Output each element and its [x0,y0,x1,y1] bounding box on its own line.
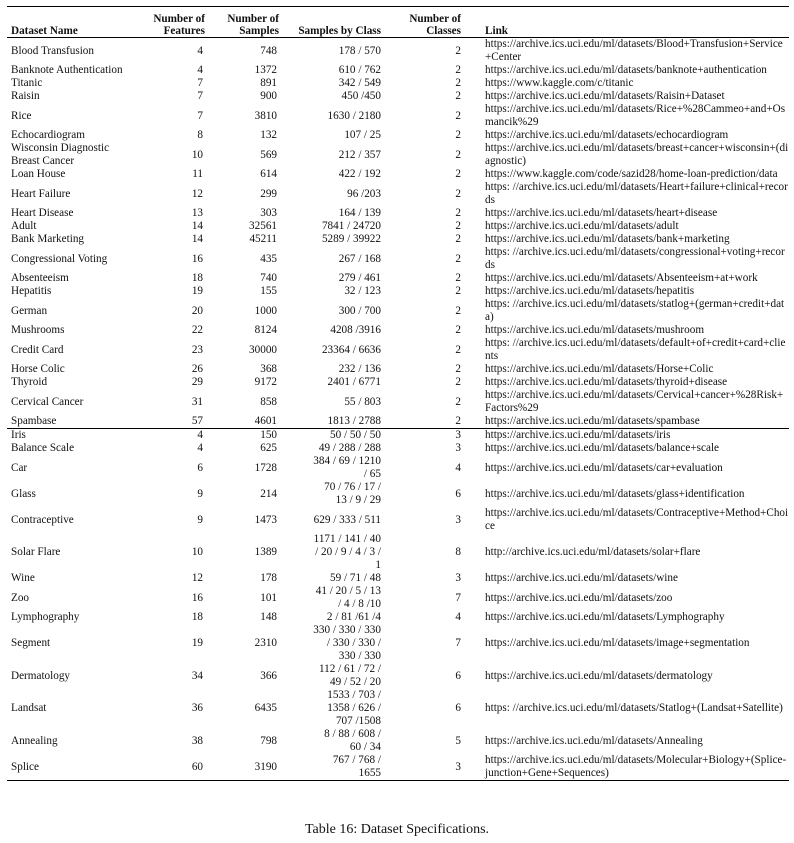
cell-dataset-name: Glass [11,487,36,500]
dataset-spec-table-container [7,6,789,781]
cell-samples-by-class: 212 / 357 [338,148,381,161]
cell-num-samples: 1728 [254,461,277,474]
cell-num-features: 10 [191,148,203,161]
cell-link[interactable]: https://archive.ics.uci.edu/ml/datasets/Cervical+cancer+%28Risk+Factors%29 [485,389,784,414]
cell-num-classes: 2 [455,415,461,427]
cell-link[interactable]: https://archive.ics.uci.edu/ml/datasets/thyroid+disease [485,376,728,388]
cell-num-features: 23 [191,343,203,356]
cell-num-classes: 2 [455,64,461,76]
cell-num-classes: 3 [397,429,473,443]
cell-link[interactable]: https://archive.ics.uci.edu/ml/datasets/adult [485,220,679,232]
table-row [7,129,789,142]
cell-samples-by-class: 50 / 50 / 50 [281,429,397,443]
cell-samples-by-class: 300 / 700 [338,304,381,317]
cell-samples-by-class: 96 /203 [347,187,381,200]
cell-num-features: 11 [192,168,203,180]
cell-num-samples: 798 [260,734,277,747]
cell-num-features: 12 [191,572,203,584]
cell-link[interactable]: https://archive.ics.uci.edu/ml/datasets/zoo [485,591,673,604]
cell-link[interactable]: https://archive.ics.uci.edu/ml/datasets/image+segmentation [485,637,750,649]
cell-dataset-name: Contraceptive [11,513,74,526]
cell-dataset-name: Loan House [11,168,66,180]
cell-link[interactable]: https://archive.ics.uci.edu/ml/datasets/bank+marketing [485,233,730,245]
cell-num-features: 36 [191,702,203,714]
cell-num-classes: 2 [455,44,461,57]
cell-num-classes: 6 [455,669,461,682]
cell-num-samples: 368 [260,363,277,375]
cell-num-features: 14 [191,220,203,232]
cell-link[interactable]: https://archive.ics.uci.edu/ml/datasets/dermatology [485,669,713,682]
cell-num-classes: 2 [455,363,461,375]
cell-num-classes: 2 [455,285,461,297]
cell-link[interactable]: https: //archive.ics.uci.edu/ml/datasets/statlog+(german+credit+data) [485,298,785,323]
cell-num-classes: 2 [455,77,461,89]
table-row [7,168,789,181]
cell-num-classes: 2 [455,90,461,102]
cell-dataset-name: Landsat [11,702,47,714]
cell-link[interactable]: https://archive.ics.uci.edu/ml/datasets/Molecular+Biology+(Splice-junction+Gene+Sequences) [473,754,789,781]
table-row [7,624,789,663]
table-row [7,324,789,337]
cell-num-classes: 2 [455,324,461,336]
cell-num-samples: 45211 [249,233,277,245]
cell-num-samples: 900 [260,90,277,102]
cell-link[interactable]: https://archive.ics.uci.edu/ml/datasets/Contraceptive+Method+Choice [485,507,789,532]
cell-num-samples: 101 [260,591,277,604]
dataset-spec-table [7,6,789,781]
cell-num-samples: 1473 [254,513,277,526]
cell-samples-by-class: 767 / 768 / 1655 [281,754,397,781]
cell-link[interactable]: https: //archive.ics.uci.edu/ml/datasets/Statlog+(Landsat+Satellite) [485,702,783,714]
cell-dataset-name: Balance Scale [11,442,75,454]
cell-num-classes: 7 [455,637,461,649]
cell-samples-by-class: 4208 /3916 [330,324,381,336]
cell-samples-by-class: 610 / 762 [338,64,381,76]
cell-num-features: 16 [191,252,203,265]
cell-num-samples: 858 [260,395,277,408]
table-row [7,220,789,233]
cell-dataset-name: Congressional Voting [11,252,108,265]
cell-dataset-name: Dermatology [11,669,71,682]
cell-num-classes: 2 [455,129,461,141]
cell-link[interactable]: https://archive.ics.uci.edu/ml/datasets/iris [473,429,789,443]
header-num-samples: Number of Samples [227,13,279,37]
cell-samples-by-class: 422 / 192 [338,168,381,180]
table-row [7,38,789,65]
cell-samples-by-class: 49 / 288 / 288 [318,442,381,454]
header-num-features: Number of Features [153,13,205,37]
cell-num-classes: 2 [455,207,461,219]
cell-num-classes: 7 [455,591,461,604]
cell-num-features: 10 [191,546,203,558]
cell-link[interactable]: https://www.kaggle.com/code/sazid28/home-loan-prediction/data [485,168,778,180]
cell-samples-by-class: 107 / 25 [344,129,381,141]
cell-num-features: 26 [191,363,203,375]
cell-num-features: 4 [197,44,203,57]
cell-samples-by-class: 629 / 333 / 511 [313,513,381,526]
cell-dataset-name: Adult [11,220,37,232]
cell-link[interactable]: https: //archive.ics.uci.edu/ml/datasets/default+of+credit+card+clients [485,337,786,362]
cell-dataset-name: Hepatitis [11,285,52,297]
cell-num-features: 60 [129,754,207,781]
cell-link[interactable]: https://archive.ics.uci.edu/ml/datasets/balance+scale [485,442,720,454]
cell-num-features: 20 [191,304,203,317]
cell-link[interactable]: https://archive.ics.uci.edu/ml/datasets/Annealing [485,734,703,747]
table-row [7,415,789,429]
cell-samples-by-class: 8 / 88 / 608 / 60 / 34 [324,728,381,753]
cell-samples-by-class: 2 / 81 /61 /4 [326,611,381,623]
cell-num-classes: 2 [455,109,461,122]
table-row [7,298,789,324]
cell-num-samples: 625 [260,442,277,454]
cell-num-classes: 2 [455,272,461,284]
cell-num-samples: 9172 [254,376,277,388]
cell-num-samples: 6435 [254,702,277,714]
cell-num-samples: 155 [260,285,277,297]
table-row [7,363,789,376]
cell-num-features: 34 [191,669,203,682]
cell-num-features: 38 [191,734,203,747]
cell-num-features: 22 [191,324,203,336]
table-row [7,585,789,611]
cell-link[interactable]: https://archive.ics.uci.edu/ml/datasets/Lymphography [485,611,725,623]
cell-num-features: 31 [191,395,203,408]
cell-num-classes: 4 [455,611,461,623]
cell-num-samples: 132 [260,129,277,141]
cell-samples-by-class: 267 / 168 [338,252,381,265]
cell-link[interactable]: https://archive.ics.uci.edu/ml/datasets/Rice+%28Cammeo+and+Osmancik%29 [485,103,786,128]
table-row [7,611,789,624]
cell-num-features: 57 [191,415,203,427]
cell-dataset-name: Horse Colic [11,363,65,375]
cell-dataset-name: Blood Transfusion [11,44,94,57]
cell-dataset-name: Mushrooms [11,324,65,336]
cell-num-features: 4 [197,64,203,76]
cell-samples-by-class: 1630 / 2180 [327,109,381,122]
table-row [7,442,789,455]
table-row [7,754,789,781]
cell-dataset-name: Echocardiogram [11,129,85,141]
cell-num-features: 9 [197,487,203,500]
cell-link[interactable]: https://archive.ics.uci.edu/ml/datasets/Raisin+Dataset [485,90,725,102]
cell-num-features: 18 [191,272,203,284]
cell-samples-by-class: 23364 / 6636 [321,343,381,356]
cell-link[interactable]: https://www.kaggle.com/c/titanic [485,77,634,89]
cell-samples-by-class: 59 / 71 / 48 [330,572,381,584]
cell-num-features: 9 [197,513,203,526]
cell-dataset-name: Solar Flare [11,546,61,558]
cell-num-features: 7 [197,109,203,122]
cell-samples-by-class: 1533 / 703 / 1358 / 626 / 707 /1508 [327,689,381,727]
cell-num-classes: 2 [455,233,461,245]
cell-dataset-name: Spambase [11,415,57,427]
cell-samples-by-class: 384 / 69 / 1210 / 65 [313,455,381,480]
cell-num-features: 4 [197,442,203,454]
cell-dataset-name: Titanic [11,77,43,89]
cell-num-samples: 435 [260,252,277,265]
table-row [7,103,789,129]
cell-samples-by-class: 450 /450 [341,90,381,102]
table-row [7,429,789,443]
cell-link[interactable]: http://archive.ics.uci.edu/ml/datasets/solar+flare [485,546,701,558]
cell-dataset-name: Absenteeism [11,272,69,284]
cell-num-features: 8 [197,129,203,141]
cell-num-classes: 2 [455,376,461,388]
cell-dataset-name: Car [11,461,28,474]
cell-link[interactable]: https://archive.ics.uci.edu/ml/datasets/Blood+Transfusion+Service+Center [485,38,783,63]
cell-dataset-name: Wine [11,572,35,584]
cell-num-samples: 299 [260,187,277,200]
table-row [7,389,789,415]
cell-dataset-name: Rice [11,109,32,122]
cell-num-features: 6 [197,461,203,474]
cell-num-samples: 748 [260,44,277,57]
table-row [7,689,789,728]
cell-num-samples: 214 [260,487,277,500]
cell-num-features: 7 [197,90,203,102]
cell-num-features: 12 [191,187,203,200]
cell-samples-by-class: 279 / 461 [338,272,381,284]
cell-samples-by-class: 5289 / 39922 [321,233,381,245]
cell-samples-by-class: 112 / 61 / 72 / 49 / 52 / 20 [318,663,381,688]
table-caption: Table 16: Dataset Specifications. [304,822,490,837]
table-header-row [7,7,789,38]
cell-dataset-name: Wisconsin Diagnostic Breast Cancer [11,142,110,167]
cell-num-classes: 3 [455,442,461,454]
cell-num-features: 18 [191,611,203,623]
cell-num-classes: 6 [455,487,461,500]
table-row [7,77,789,90]
cell-link[interactable]: https://archive.ics.uci.edu/ml/datasets/spambase [485,415,700,427]
table-row [7,455,789,481]
cell-dataset-name: Raisin [11,90,40,102]
table-row [7,507,789,533]
cell-num-classes: 2 [455,220,461,232]
cell-link[interactable]: https://archive.ics.uci.edu/ml/datasets/banknote+authentication [485,64,767,76]
cell-dataset-name: Thyroid [11,376,48,388]
cell-samples-by-class: 1171 / 141 / 40 / 20 / 9 / 4 / 3 / 1 [313,533,381,571]
cell-num-classes: 8 [455,546,461,558]
cell-num-classes: 2 [455,187,461,200]
cell-link[interactable]: https://archive.ics.uci.edu/ml/datasets/breast+cancer+wisconsin+(diagnostic) [485,142,789,167]
cell-samples-by-class: 32 / 123 [344,285,381,297]
cell-samples-by-class: 342 / 549 [338,77,381,89]
cell-link[interactable]: https://archive.ics.uci.edu/ml/datasets/hepatitis [485,285,695,297]
cell-dataset-name: Iris [7,429,129,443]
table-row [7,246,789,272]
cell-num-samples: 740 [260,272,277,284]
cell-link[interactable]: https://archive.ics.uci.edu/ml/datasets/heart+disease [485,207,718,219]
cell-dataset-name: Banknote Authentication [11,64,123,76]
header-link: Link [485,25,509,37]
table-row [7,181,789,207]
cell-num-features: 19 [191,285,203,297]
header-samples-by-class: Samples by Class [298,25,381,37]
cell-link[interactable]: https://archive.ics.uci.edu/ml/datasets/Absenteeism+at+work [485,272,758,284]
table-row [7,481,789,507]
cell-num-samples: 150 [207,429,281,443]
cell-num-samples: 569 [260,148,277,161]
cell-dataset-name: Splice [7,754,129,781]
table-row [7,728,789,754]
cell-link[interactable]: https://archive.ics.uci.edu/ml/datasets/glass+identification [485,487,745,500]
cell-samples-by-class: 164 / 139 [338,207,381,219]
cell-num-samples: 32561 [249,220,277,232]
cell-num-samples: 3190 [207,754,281,781]
cell-samples-by-class: 2401 / 6771 [327,376,381,388]
table-row [7,207,789,220]
cell-samples-by-class: 330 / 330 / 330 / 330 / 330 / 330 / 330 [313,624,381,662]
cell-link[interactable]: https: //archive.ics.uci.edu/ml/datasets/Heart+failure+clinical+records [485,181,788,206]
cell-link[interactable]: https://archive.ics.uci.edu/ml/datasets/car+evaluation [485,461,723,474]
cell-samples-by-class: 178 / 570 [338,44,381,57]
cell-dataset-name: German [11,304,48,317]
cell-num-samples: 178 [260,572,277,584]
cell-num-samples: 3810 [254,109,277,122]
cell-num-classes: 3 [455,572,461,584]
cell-dataset-name: Lymphography [11,611,80,623]
table-row [7,376,789,389]
cell-num-classes: 2 [455,252,461,265]
table-row [7,272,789,285]
cell-num-features: 4 [129,429,207,443]
cell-num-samples: 1000 [254,304,277,317]
cell-num-classes: 2 [455,168,461,180]
table-row [7,663,789,689]
cell-num-samples: 366 [260,669,277,682]
cell-dataset-name: Zoo [11,591,30,604]
cell-num-classes: 6 [455,702,461,714]
table-row [7,142,789,168]
cell-num-samples: 148 [260,611,277,623]
table-row [7,64,789,77]
cell-num-classes: 3 [455,513,461,526]
cell-num-samples: 303 [260,207,277,219]
cell-dataset-name: Credit Card [11,343,64,356]
cell-num-samples: 891 [260,77,277,89]
cell-num-features: 16 [191,591,203,604]
cell-num-classes: 2 [455,343,461,356]
cell-samples-by-class: 7841 / 24720 [321,220,381,232]
cell-link[interactable]: https://archive.ics.uci.edu/ml/datasets/Horse+Colic [485,363,714,375]
cell-dataset-name: Segment [11,637,51,649]
cell-samples-by-class: 55 / 803 [344,395,381,408]
cell-num-classes: 2 [455,304,461,317]
cell-num-features: 19 [191,637,203,649]
cell-num-samples: 8124 [254,324,277,336]
header-dataset-name: Dataset Name [11,25,78,37]
table-row [7,285,789,298]
cell-num-samples: 4601 [254,415,277,427]
cell-dataset-name: Annealing [11,734,58,747]
table-row [7,533,789,572]
cell-num-classes: 2 [455,395,461,408]
cell-dataset-name: Heart Disease [11,207,74,219]
table-body [7,38,789,781]
cell-num-samples: 2310 [254,637,277,649]
cell-num-samples: 30000 [249,343,277,356]
cell-num-classes: 2 [455,148,461,161]
cell-dataset-name: Bank Marketing [11,233,85,245]
table-row [7,572,789,585]
header-num-classes: Number of Classes [409,13,461,37]
cell-samples-by-class: 232 / 136 [338,363,381,375]
cell-num-samples: 1389 [254,546,277,558]
table-row [7,337,789,363]
cell-num-classes: 5 [455,734,461,747]
cell-link[interactable]: https://archive.ics.uci.edu/ml/datasets/echocardiogram [485,129,729,141]
cell-num-classes: 4 [455,461,461,474]
cell-num-features: 13 [191,207,203,219]
cell-samples-by-class: 70 / 76 / 17 / 13 / 9 / 29 [324,481,381,506]
cell-link[interactable]: https: //archive.ics.uci.edu/ml/datasets/congressional+voting+records [485,246,785,271]
cell-dataset-name: Heart Failure [11,187,71,200]
cell-samples-by-class: 1813 / 2788 [327,415,381,427]
cell-samples-by-class: 41 / 20 / 5 / 13 / 4 / 8 /10 [315,585,381,610]
cell-link[interactable]: https://archive.ics.uci.edu/ml/datasets/wine [485,572,678,584]
table-row [7,90,789,103]
cell-num-classes: 3 [397,754,473,781]
cell-link[interactable]: https://archive.ics.uci.edu/ml/datasets/mushroom [485,324,705,336]
table-row [7,233,789,246]
cell-num-samples: 614 [260,168,277,180]
cell-num-features: 29 [191,376,203,388]
cell-num-samples: 1372 [254,64,277,76]
cell-num-features: 7 [197,77,203,89]
cell-dataset-name: Cervical Cancer [11,395,84,408]
cell-num-features: 14 [191,233,203,245]
